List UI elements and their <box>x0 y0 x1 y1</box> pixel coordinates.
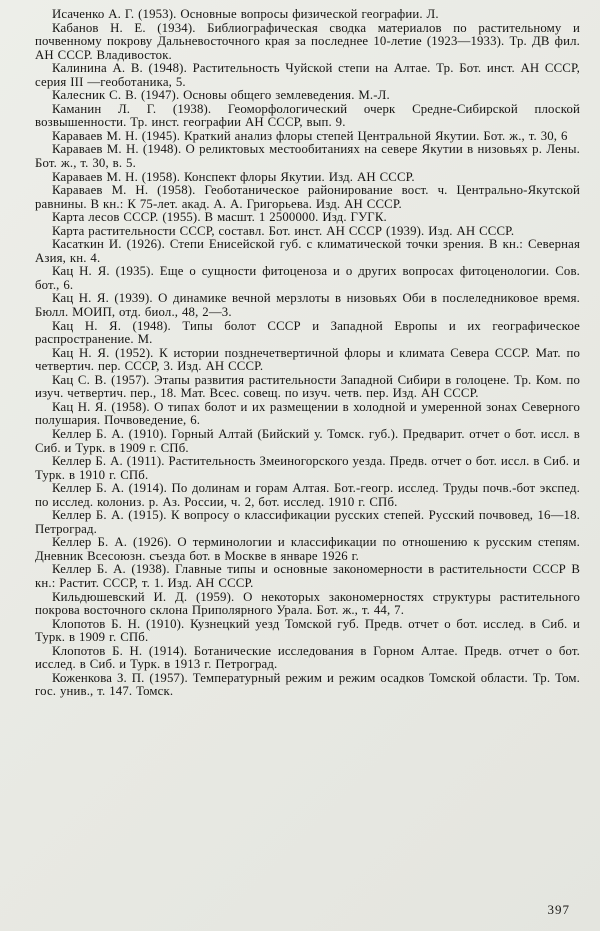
bibliography-entry: Кац Н. Я. (1958). О типах болот и их размещении в холодной и умеренной зонах Северного полушария. Почвоведение, 6. <box>35 399 580 428</box>
bibliography-entry: Каманин Л. Г. (1938). Геоморфологический очерк Средне-Сибирской плоской возвышенности. Тр. инст. географии АН СССР, вып. 9. <box>35 101 580 130</box>
page-number: 397 <box>547 902 570 917</box>
bibliography-entry: Касаткин И. (1926). Степи Енисейской губ. с климатической точки зрения. В кн.: Северная Азия, кн. 4. <box>35 237 580 265</box>
bibliography-entry: Кац Н. Я. (1948). Типы болот СССР и Западной Европы и их географическое распространение. М. <box>35 318 580 347</box>
bibliography-entry: Караваев М. Н. (1945). Краткий анализ флоры степей Центральной Якутии. Бот. ж., т. 30, 6 <box>52 128 568 143</box>
bibliography-entry: Кац Н. Я. (1935). Еще о сущности фитоценоза и о других вопросах фитоценологии. Сов. бот., 6. <box>35 264 580 292</box>
bibliography-entry: Карта лесов СССР. (1955). В масшт. 1 2500000. Изд. ГУГК. <box>52 210 387 225</box>
bibliography-entry: Караваев М. Н. (1958). Геоботаническое районирование вост. ч. Центрально-Якутской равнины. В кн.: К 75-лет. акад. А. А. Григорьева. Изд. АН СССР. <box>35 183 580 211</box>
bibliography-entry: Келлер Б. А. (1926). О терминологии и классификации по отношению к русским степям. Дневник Всесоюзн. съезда бот. в Москве в январе 1926 г. <box>35 535 580 563</box>
bibliography-entry: Кабанов Н. Е. (1934). Библиографическая сводка материалов по растительному и почвенному покрову Дальневосточного края за последнее 10-летие (1923—1933). Тр. ДВ фил. АН СССР. Владивосток. <box>35 20 580 62</box>
bibliography-entry: Коженкова З. П. (1957). Температурный режим и режим осадков Томской области. Тр. Том. гос. унив., т. 147. Томск. <box>35 670 580 699</box>
bibliography-entry: Караваев М. Н. (1958). Конспект флоры Якутии. Изд. АН СССР. <box>52 169 415 184</box>
bibliography-entry: Калесник С. В. (1947). Основы общего землеведения. М.-Л. <box>52 88 390 103</box>
bibliography-list <box>35 8 580 699</box>
bibliography-entry: Кац Н. Я. (1939). О динамике вечной мерзлоты в низовьях Оби в послеледниковое время. Бюлл. МОИП, отд. биол., 48, 2—3. <box>35 291 580 320</box>
bibliography-entry: Кац С. В. (1957). Этапы развития растительности Западной Сибири в голоцене. Тр. Ком. по изуч. четвертич. пер., 18. Мат. Всес. совещ. по изуч. четв. пер. Изд. АН СССР. <box>35 372 580 401</box>
bibliography-entry: Клопотов Б. Н. (1910). Кузнецкий уезд Томской губ. Предв. отчет о бот. исслед. в Сиб. и Турк. в 1909 г. СПб. <box>35 616 580 645</box>
bibliography-entry: Келлер Б. А. (1914). По долинам и горам Алтая. Бот.-геогр. исслед. Труды почв.-бот экспед. по исслед. колониз. р. Аз. России, ч. 2, бот. исслед. 1910 г. СПб. <box>35 481 580 509</box>
bibliography-entry: Калинина А. В. (1948). Растительность Чуйской степи на Алтае. Тр. Бот. инст. АН СССР, серия III —геоботаника, 5. <box>35 61 580 89</box>
bibliography-entry: Караваев М. Н. (1948). О реликтовых местообитаниях на севере Якутии в низовьях р. Лены. Бот. ж., т. 30, в. 5. <box>35 142 580 171</box>
bibliography-entry: Клопотов Б. Н. (1914). Ботанические исследования в Горном Алтае. Предв. отчет о бот. исслед. в Сиб. и Турк. в 1913 г. Петроград. <box>35 643 580 672</box>
bibliography-entry: Исаченко А. Г. (1953). Основные вопросы физической географии. Л. <box>52 7 439 21</box>
bibliography-entry: Кац Н. Я. (1952). К истории позднечетвертичной флоры и климата Севера СССР. Мат. по четвертич. пер. СССР, 3. Изд. АН СССР. <box>35 345 580 374</box>
bibliography-entry: Карта растительности СССР, составл. Бот. инст. АН СССР (1939). Изд. АН СССР. <box>52 223 515 238</box>
bibliography-entry: Келлер Б. А. (1911). Растительность Змеиногорского уезда. Предв. отчет о бот. иссл. в Сиб. и Турк. в 1910 г. СПб. <box>35 454 580 482</box>
bibliography-entry: Келлер Б. А. (1910). Горный Алтай (Бийский у. Томск. губ.). Предварит. отчет о бот. иссл. в Сиб. и Турк. в 1909 г. СПб. <box>35 426 580 455</box>
bibliography-entry: Келлер Б. А. (1915). К вопросу о классификации русских степей. Русский почвовед, 16—18. Петроград. <box>35 508 580 536</box>
bibliography-entry: Келлер Б. А. (1938). Главные типы и основные закономерности в растительности СССР В кн.: Растит. СССР, т. 1. Изд. АН СССР. <box>35 562 580 590</box>
bibliography-entry: Кильдюшевский И. Д. (1959). О некоторых закономерностях структуры растительного покрова восточного склона Приполярного Урала. Бот. ж., т. 44, 7. <box>35 589 580 618</box>
